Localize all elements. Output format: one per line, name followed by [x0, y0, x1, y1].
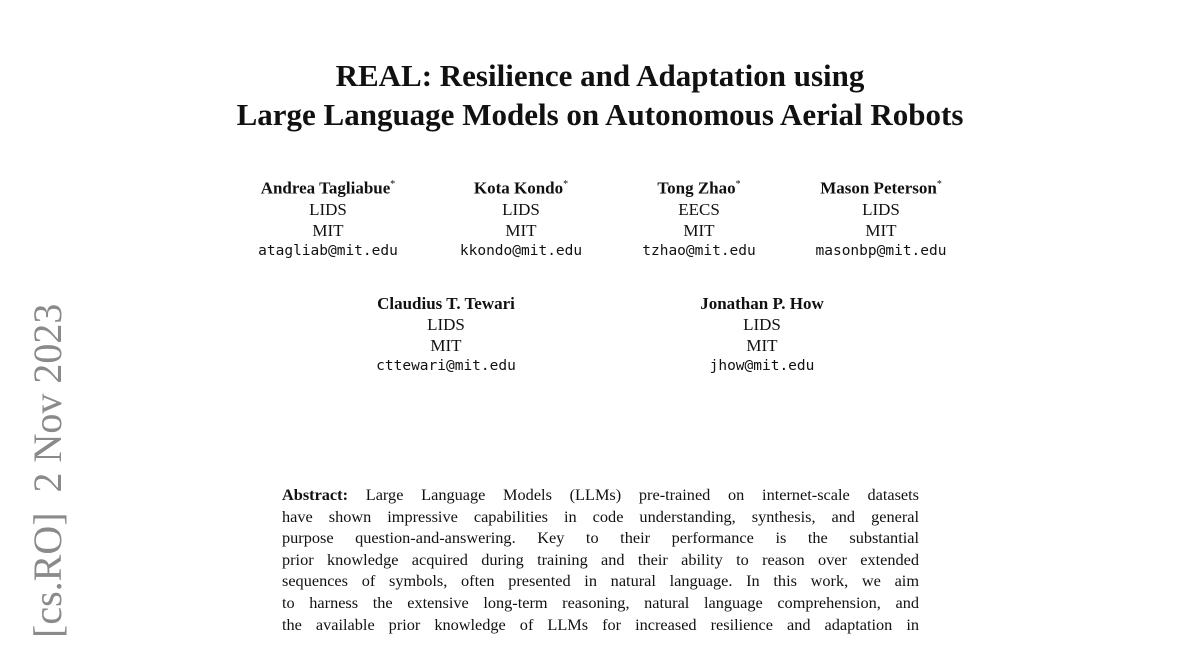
abstract-line: sequences of symbols, often presented in natural language. In this work, we aim — [282, 571, 919, 591]
author-block — [676, 293, 848, 377]
abstract-line: have shown impressive capabilities in code understanding, synthesis, and general — [282, 506, 919, 526]
title-line-1: REAL: Resilience and Adaptation using — [335, 58, 865, 93]
author-name: Mason Peterson* — [820, 178, 942, 198]
author-dept: LIDS — [427, 315, 465, 334]
abstract-line: prior knowledge acquired during training and their ability to reason over extended — [282, 549, 919, 569]
author-dept: LIDS — [502, 199, 540, 219]
author-name: Andrea Tagliabue* — [260, 178, 396, 198]
author-org: MIT — [312, 220, 344, 240]
author-dept: EECS — [678, 199, 720, 219]
author-org: MIT — [865, 220, 897, 240]
author-email: atagliab@mit.edu — [258, 242, 398, 259]
equal-contrib-mark: * — [936, 179, 942, 190]
abstract-label: Abstract: — [282, 485, 349, 504]
author-email: jhow@mit.edu — [709, 358, 815, 374]
abstract-line: the available prior knowledge of LLMs for increased resilience and adaptation in — [282, 614, 919, 634]
author-email: kkondo@mit.edu — [459, 242, 583, 259]
author-name: Claudius T. Tewari — [377, 294, 515, 313]
author-org: MIT — [746, 336, 778, 355]
paper-title — [0, 56, 1200, 134]
abstract — [282, 484, 919, 635]
author-dept: LIDS — [862, 199, 900, 219]
author-block — [796, 174, 966, 262]
author-dept: LIDS — [743, 315, 781, 334]
author-name: Jonathan P. How — [700, 294, 824, 313]
abstract-line: Abstract: Large Language Models (LLMs) pre-trained on internet-scale datasets — [282, 485, 919, 504]
arxiv-side-stamp: [cs.RO] 2 Nov 2023 — [25, 303, 70, 638]
author-block — [350, 293, 542, 377]
author-block — [446, 174, 596, 262]
equal-contrib-mark: * — [563, 179, 569, 190]
author-dept: LIDS — [309, 199, 347, 219]
author-name: Kota Kondo* — [473, 178, 569, 198]
abstract-line: to harness the extensive long-term reasoning, natural language comprehension, and — [282, 592, 919, 612]
equal-contrib-mark: * — [390, 179, 396, 190]
author-block — [236, 174, 420, 262]
author-org: MIT — [505, 220, 537, 240]
author-email: masonbp@mit.edu — [815, 242, 947, 259]
abstract-line: purpose question-and-answering. Key to their performance is the substantial — [282, 528, 919, 548]
author-email: cttewari@mit.edu — [376, 358, 516, 374]
author-org: MIT — [430, 336, 462, 355]
equal-contrib-mark: * — [735, 179, 741, 190]
title-line-2: Large Language Models on Autonomous Aerial Robots — [236, 97, 964, 132]
author-org: MIT — [683, 220, 715, 240]
author-block — [624, 174, 774, 262]
author-name: Tong Zhao* — [657, 178, 741, 198]
author-email: tzhao@mit.edu — [642, 242, 756, 259]
